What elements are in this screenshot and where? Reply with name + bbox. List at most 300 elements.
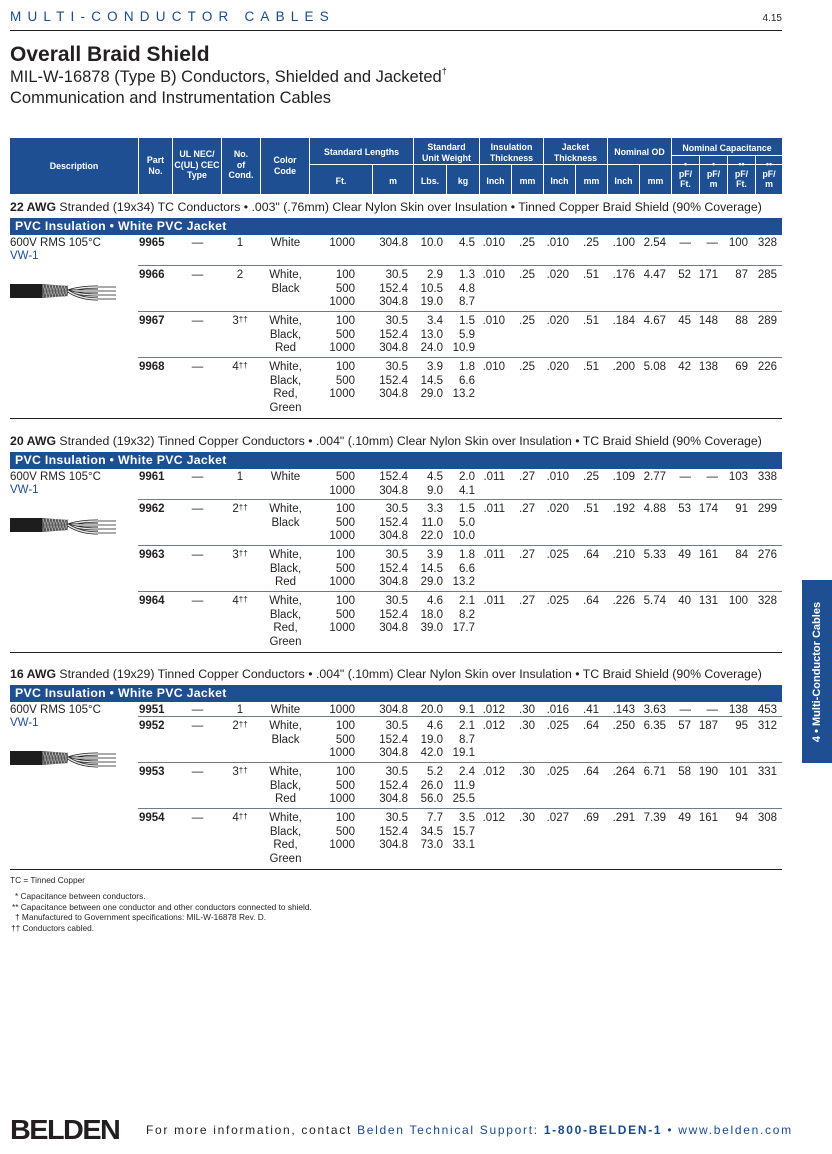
- table-row: [0, 269, 832, 308]
- cell-ins-mm: .25: [519, 361, 535, 373]
- cell-c4: 328: [757, 237, 777, 249]
- cell-jac-mm: .25: [583, 237, 599, 249]
- cell-jac-in: .020: [546, 361, 569, 373]
- cable-picture: [10, 512, 125, 538]
- cell-kg: 1.3 4.8 8.7: [459, 269, 475, 308]
- cell-ins-in: .010: [482, 315, 505, 327]
- cell-kg: 2.1 8.7 19.1: [452, 720, 475, 759]
- cell-c2: —: [706, 471, 718, 483]
- cell-m: 30.5 152.4 304.8: [379, 549, 408, 588]
- cell-color: White: [270, 237, 301, 249]
- table-row: [0, 812, 832, 865]
- cell-od-mm: 6.35: [643, 720, 666, 732]
- section-bottom-rule: [10, 418, 782, 419]
- cell-jac-mm: .25: [583, 471, 599, 483]
- cell-ul: —: [191, 766, 204, 778]
- cond-count: 3: [232, 315, 239, 327]
- cell-cond: [221, 549, 259, 563]
- cell-c4: 312: [757, 720, 777, 732]
- cell-ul: —: [191, 471, 204, 483]
- cell-c3: 138: [728, 704, 748, 716]
- row-rule: [138, 499, 782, 500]
- cell-c3: 88: [735, 315, 748, 327]
- cell-ins-in: .010: [482, 237, 505, 249]
- cell-ft: 100 500 1000: [329, 361, 355, 400]
- cell-kg: 1.8 6.6 13.2: [452, 361, 475, 400]
- cell-cond: [221, 237, 259, 251]
- cell-jac-mm: .64: [583, 766, 599, 778]
- cell-lbs: 2.9 10.5 19.0: [420, 269, 443, 308]
- col-cap-1: • pF/ Ft.: [678, 159, 693, 189]
- cell-ins-mm: .27: [519, 503, 535, 515]
- cond-count: 3: [232, 766, 239, 778]
- cell-od-in: .184: [612, 315, 635, 327]
- cell-jac-mm: .64: [583, 720, 599, 732]
- cell-od-in: .264: [612, 766, 635, 778]
- cell-jac-mm: .51: [583, 315, 599, 327]
- cell-c1: 49: [678, 812, 691, 824]
- cell-color: White, Black, Red, Green: [269, 595, 302, 648]
- cell-m: 30.5 152.4 304.8: [379, 720, 408, 759]
- col-ft: Ft.: [335, 176, 347, 186]
- cell-part: 9954: [139, 812, 165, 824]
- belden-logo: BELDEN: [10, 1114, 120, 1145]
- cell-cond: [221, 766, 259, 780]
- cell-od-mm: 4.67: [643, 315, 666, 327]
- cell-m: 30.5 152.4 304.8: [379, 812, 408, 851]
- col-cap-4: •• pF/ m: [762, 159, 776, 189]
- cabled-mark: ††: [238, 503, 248, 512]
- cell-cond: [221, 471, 259, 485]
- cell-lbs: 3.3 11.0 22.0: [420, 503, 443, 542]
- spec-text: Stranded (19x32) Tinned Copper Conductors • .004" (.10mm) Clear Nylon Skin over Insulation • TC Braid Shield (90% Coverage): [56, 434, 762, 448]
- cell-c1: 49: [678, 549, 691, 561]
- cell-ul: —: [191, 237, 204, 249]
- cell-c3: 94: [735, 812, 748, 824]
- table-row: [0, 766, 832, 805]
- insulation-bar: [10, 452, 782, 469]
- col-nominal-od: Nominal OD: [614, 147, 665, 157]
- cell-m: 30.5 152.4 304.8: [379, 269, 408, 308]
- cell-color: White, Black, Red: [269, 315, 302, 354]
- note-capacitance-2: ** Capacitance between one conductor and other conductors connected to shield.: [12, 902, 312, 912]
- cell-od-in: .100: [612, 237, 635, 249]
- cell-od-mm: 4.47: [643, 269, 666, 281]
- cell-jac-in: .025: [546, 766, 569, 778]
- cell-ul: —: [191, 720, 204, 732]
- cell-jac-mm: .41: [583, 704, 599, 716]
- cell-m: 30.5 152.4 304.8: [379, 766, 408, 805]
- cell-c1: 53: [678, 503, 691, 515]
- cell-c3: 91: [735, 503, 748, 515]
- cell-od-mm: 5.33: [643, 549, 666, 561]
- cell-kg: 4.5: [459, 237, 475, 249]
- insulation-bar: [10, 218, 782, 235]
- cell-od-mm: 2.77: [643, 471, 666, 483]
- cell-color: White, Black, Red: [269, 766, 302, 805]
- awg-label: 16 AWG: [10, 667, 57, 681]
- cell-od-in: .143: [612, 704, 635, 716]
- cell-kg: 2.4 11.9 25.5: [452, 766, 475, 805]
- section-bottom-rule: [10, 652, 782, 653]
- cell-jac-mm: .64: [583, 595, 599, 607]
- cell-part: 9963: [139, 549, 165, 561]
- cell-od-in: .210: [612, 549, 635, 561]
- cell-ins-in: .011: [483, 595, 505, 607]
- cell-c4: 285: [757, 269, 777, 281]
- cell-jac-mm: .51: [583, 503, 599, 515]
- cell-ins-in: .010: [482, 361, 505, 373]
- cell-c4: 328: [757, 595, 777, 607]
- cell-c4: 299: [757, 503, 777, 515]
- page-number: 4.15: [762, 13, 782, 24]
- cable-illustration-icon: [10, 278, 125, 304]
- cell-jac-in: .020: [546, 269, 569, 281]
- cell-jac-in: .025: [546, 595, 569, 607]
- cell-c4: 338: [757, 471, 777, 483]
- table-header: [10, 138, 782, 194]
- cell-ft: 1000: [329, 237, 355, 249]
- cell-ins-in: .012: [482, 720, 505, 732]
- col-standard-lengths: Standard Lengths: [323, 147, 400, 157]
- cond-count: 2: [232, 720, 239, 732]
- cell-c2: 161: [698, 812, 718, 824]
- cell-od-mm: 3.63: [643, 704, 666, 716]
- cell-ins-in: .012: [482, 704, 505, 716]
- cell-c4: 453: [757, 704, 777, 716]
- awg-label: 20 AWG: [10, 434, 57, 448]
- cell-cond: [221, 315, 259, 329]
- cell-cond: [221, 812, 259, 826]
- cell-c2: 174: [698, 503, 718, 515]
- cell-c2: 187: [698, 720, 718, 732]
- vw-rating: VW-1: [10, 717, 39, 729]
- cell-ul: —: [191, 315, 204, 327]
- cell-c1: —: [679, 704, 691, 716]
- col-od-mm: mm: [647, 176, 664, 186]
- cell-part: 9952: [139, 720, 165, 732]
- cell-c1: —: [679, 471, 691, 483]
- cell-cond: [221, 720, 259, 734]
- cell-color: White, Black: [269, 269, 302, 295]
- voltage-rating: 600V RMS 105°C: [10, 471, 101, 483]
- cell-od-mm: 4.88: [643, 503, 666, 515]
- cell-kg: 1.5 5.9 10.9: [452, 315, 475, 354]
- cell-c4: 308: [757, 812, 777, 824]
- awg-label: 22 AWG: [10, 200, 57, 214]
- cond-count: 4: [232, 812, 239, 824]
- cell-ft: 100 500 1000: [329, 720, 355, 759]
- cell-lbs: 3.9 14.5 29.0: [420, 549, 443, 588]
- section-bottom-rule: [10, 869, 782, 870]
- cell-part: 9951: [139, 704, 165, 716]
- cell-jac-mm: .64: [583, 549, 599, 561]
- cell-color: White: [270, 471, 301, 483]
- section-spec: [10, 434, 782, 448]
- cell-ul: —: [191, 549, 204, 561]
- cell-c1: 58: [678, 766, 691, 778]
- cell-cond: [221, 269, 259, 283]
- cell-ins-in: .012: [482, 766, 505, 778]
- cell-c4: 226: [757, 361, 777, 373]
- cell-od-in: .192: [612, 503, 635, 515]
- cell-c3: 84: [735, 549, 748, 561]
- cell-color: White, Black: [269, 503, 302, 529]
- insulation-bar-label: PVC Insulation • White PVC Jacket: [15, 686, 227, 700]
- row-rule: [138, 357, 782, 358]
- col-subsep: [372, 164, 373, 194]
- spec-text: Stranded (19x29) Tinned Copper Conductors • .004" (.10mm) Clear Nylon Skin over Insulation • TC Braid Shield (90% Coverage): [56, 667, 762, 681]
- footer-prefix: For more information, contact: [146, 1123, 358, 1137]
- cell-jac-in: .010: [546, 237, 569, 249]
- cell-lbs: 4.5 9.0: [427, 471, 443, 497]
- cond-count: 1: [236, 471, 244, 483]
- col-insulation: Insulation Thickness: [489, 142, 534, 163]
- cell-color: White, Black: [269, 720, 302, 746]
- cell-part: 9964: [139, 595, 165, 607]
- cell-lbs: 5.2 26.0 56.0: [420, 766, 443, 805]
- cell-c2: —: [706, 704, 718, 716]
- dagger-mark: †: [441, 66, 447, 76]
- cell-color: White, Black, Red: [269, 549, 302, 588]
- cell-c1: 42: [678, 361, 691, 373]
- section-spec: [10, 667, 782, 681]
- col-sep: [172, 138, 173, 194]
- section-spec: [10, 200, 782, 214]
- cell-m: 30.5 152.4 304.8: [379, 315, 408, 354]
- col-kg: kg: [457, 176, 469, 186]
- cell-ft: 1000: [329, 704, 355, 716]
- section-header: MULTI-CONDUCTOR CABLES: [10, 9, 335, 24]
- cell-ft: 100 500 1000: [329, 812, 355, 851]
- cabled-mark: ††: [238, 766, 248, 775]
- cell-ins-mm: .27: [519, 595, 535, 607]
- cond-count: 2: [236, 269, 244, 281]
- cell-jac-in: .025: [546, 720, 569, 732]
- col-ins-mm: mm: [519, 176, 536, 186]
- cell-lbs: 4.6 18.0 39.0: [420, 595, 443, 634]
- cell-c4: 331: [757, 766, 777, 778]
- cell-c3: 100: [728, 595, 748, 607]
- cell-cond: [221, 595, 259, 609]
- cable-illustration-icon: [10, 512, 125, 538]
- note-dagger: † Manufactured to Government specifications: MIL-W-16878 Rev. D.: [15, 912, 267, 922]
- cell-kg: 1.5 5.0 10.0: [452, 503, 475, 542]
- cell-ins-in: .011: [483, 503, 505, 515]
- cell-lbs: 4.6 19.0 42.0: [420, 720, 443, 759]
- top-rule: [10, 30, 782, 31]
- cond-count: 2: [232, 503, 239, 515]
- col-jacket: Jacket Thickness: [553, 142, 598, 163]
- row-rule: [138, 545, 782, 546]
- cell-od-mm: 7.39: [643, 812, 666, 824]
- cell-od-in: .226: [612, 595, 635, 607]
- table-row: [0, 595, 832, 648]
- cell-color: White: [270, 704, 301, 716]
- cell-kg: 3.5 15.7 33.1: [452, 812, 475, 851]
- row-rule: [138, 311, 782, 312]
- insulation-bar: [10, 685, 782, 702]
- col-part-no: Part No.: [146, 155, 165, 176]
- table-row: [0, 315, 832, 354]
- cell-m: 304.8: [379, 704, 408, 716]
- cell-m: 152.4 304.8: [379, 471, 408, 497]
- col-jac-inch: Inch: [550, 176, 569, 186]
- table-row: [0, 361, 832, 414]
- cell-c3: 87: [735, 269, 748, 281]
- cell-m: 30.5 152.4 304.8: [379, 503, 408, 542]
- cell-jac-in: .020: [546, 315, 569, 327]
- cell-ft: 100 500 1000: [329, 503, 355, 542]
- cell-ins-mm: .25: [519, 269, 535, 281]
- cell-jac-in: .025: [546, 549, 569, 561]
- cell-ul: —: [191, 361, 204, 373]
- row-rule: [138, 265, 782, 266]
- cell-ft: 100 500 1000: [329, 549, 355, 588]
- cabled-mark: ††: [238, 720, 248, 729]
- subtitle-text: MIL-W-16878 (Type B) Conductors, Shielded and Jacketed: [10, 68, 442, 86]
- cond-count: 4: [232, 595, 239, 607]
- col-cap-2: • pF/ m: [706, 159, 721, 189]
- cell-kg: 9.1: [459, 704, 475, 716]
- cell-ins-mm: .25: [519, 315, 535, 327]
- col-unit-weight: Standard Unit Weight: [422, 142, 471, 163]
- col-sep: [260, 138, 261, 194]
- cell-part: 9962: [139, 503, 165, 515]
- cell-part: 9966: [139, 269, 165, 281]
- note-capacitance-1: * Capacitance between conductors.: [15, 891, 146, 901]
- cell-lbs: 20.0: [420, 704, 443, 716]
- cabled-mark: ††: [238, 549, 248, 558]
- side-tab-label: 4 • Multi-Conductor Cables: [811, 601, 823, 742]
- footer-contact: [146, 1123, 793, 1137]
- note-double-dagger: †† Conductors cabled.: [11, 923, 95, 933]
- cell-ft: 100 500 1000: [329, 595, 355, 634]
- footer-website[interactable]: www.belden.com: [678, 1123, 793, 1137]
- cell-lbs: 3.4 13.0 24.0: [420, 315, 443, 354]
- cell-c2: 138: [698, 361, 718, 373]
- cell-cond: [221, 503, 259, 517]
- cell-od-in: .250: [612, 720, 635, 732]
- table-row: [0, 503, 832, 542]
- voltage-rating: 600V RMS 105°C: [10, 237, 101, 249]
- cell-ul: —: [191, 269, 204, 281]
- cell-ins-mm: .30: [519, 720, 535, 732]
- cell-jac-in: .010: [546, 471, 569, 483]
- cell-c1: 40: [678, 595, 691, 607]
- cell-kg: 1.8 6.6 13.2: [452, 549, 475, 588]
- row-rule: [138, 762, 782, 763]
- col-nominal-capacitance: Nominal Capacitance: [682, 143, 772, 153]
- side-tab[interactable]: [802, 580, 832, 763]
- cond-count: 1: [236, 704, 244, 716]
- cell-od-mm: 5.08: [643, 361, 666, 373]
- cell-kg: 2.0 4.1: [459, 471, 475, 497]
- cell-ins-in: .011: [483, 471, 505, 483]
- cond-count: 4: [232, 361, 239, 373]
- cell-c2: 148: [698, 315, 718, 327]
- cell-lbs: 3.9 14.5 29.0: [420, 361, 443, 400]
- cell-color: White, Black, Red, Green: [269, 361, 302, 414]
- cell-jac-mm: .51: [583, 361, 599, 373]
- cabled-mark: ††: [238, 361, 248, 370]
- cell-jac-in: .016: [546, 704, 569, 716]
- cell-ins-mm: .30: [519, 812, 535, 824]
- cell-part: 9968: [139, 361, 165, 373]
- cell-c1: —: [679, 237, 691, 249]
- cell-ft: 500 1000: [329, 471, 355, 497]
- cell-od-mm: 6.71: [643, 766, 666, 778]
- cell-ins-mm: .27: [519, 549, 535, 561]
- cell-c3: 95: [735, 720, 748, 732]
- cell-ul: —: [191, 704, 204, 716]
- cell-m: 304.8: [379, 237, 408, 249]
- cabled-mark: ††: [238, 315, 248, 324]
- col-no-of-cond: No. of Cond.: [228, 149, 254, 180]
- cell-c2: 131: [698, 595, 718, 607]
- cell-ins-in: .010: [482, 269, 505, 281]
- cell-jac-in: .027: [546, 812, 569, 824]
- spec-text: Stranded (19x34) TC Conductors • .003" (.76mm) Clear Nylon Skin over Insulation • Tinned Copper Braid Shield (90% Coverage): [56, 200, 762, 214]
- cell-c4: 289: [757, 315, 777, 327]
- cell-part: 9965: [139, 237, 165, 249]
- cell-jac-mm: .69: [583, 812, 599, 824]
- cell-c1: 57: [678, 720, 691, 732]
- col-color-code: Color Code: [273, 155, 297, 176]
- cell-lbs: 7.7 34.5 73.0: [420, 812, 443, 851]
- col-m: m: [389, 176, 397, 186]
- cell-ft: 100 500 1000: [329, 766, 355, 805]
- subtitle-line-2: Communication and Instrumentation Cables: [10, 89, 332, 107]
- cell-part: 9967: [139, 315, 165, 327]
- vw-rating: VW-1: [10, 250, 39, 262]
- cell-c3: 100: [728, 237, 748, 249]
- cond-count: 3: [232, 549, 239, 561]
- cell-ins-mm: .27: [519, 471, 535, 483]
- col-description: Description: [49, 161, 99, 171]
- cell-ins-in: .012: [482, 812, 505, 824]
- cell-ft: 100 500 1000: [329, 315, 355, 354]
- footer-bullet: •: [662, 1123, 679, 1137]
- cell-ins-in: .011: [483, 549, 505, 561]
- cell-od-mm: 2.54: [643, 237, 666, 249]
- row-rule: [138, 591, 782, 592]
- cell-part: 9953: [139, 766, 165, 778]
- col-jac-mm: mm: [583, 176, 600, 186]
- col-ul-nec: UL NEC/ C(UL) CEC Type: [174, 149, 220, 180]
- voltage-rating: 600V RMS 105°C: [10, 704, 101, 716]
- col-od-inch: Inch: [614, 176, 633, 186]
- cell-od-in: .109: [612, 471, 635, 483]
- cell-c3: 103: [728, 471, 748, 483]
- footer-support: Belden Technical Support:: [357, 1123, 544, 1137]
- row-rule: [138, 716, 782, 717]
- cell-jac-in: .020: [546, 503, 569, 515]
- table-row: [0, 549, 832, 588]
- cell-c1: 52: [678, 269, 691, 281]
- col-cap-3: •• pF/ Ft.: [734, 159, 749, 189]
- footer-phone[interactable]: 1-800-BELDEN-1: [543, 1123, 663, 1137]
- cable-illustration-icon: [10, 745, 125, 771]
- row-rule: [138, 808, 782, 809]
- cell-c2: 190: [698, 766, 718, 778]
- cell-c3: 69: [735, 361, 748, 373]
- cell-m: 30.5 152.4 304.8: [379, 361, 408, 400]
- subtitle-line-1: [10, 68, 447, 87]
- cell-ul: —: [191, 595, 204, 607]
- cell-jac-mm: .51: [583, 269, 599, 281]
- cell-c1: 45: [678, 315, 691, 327]
